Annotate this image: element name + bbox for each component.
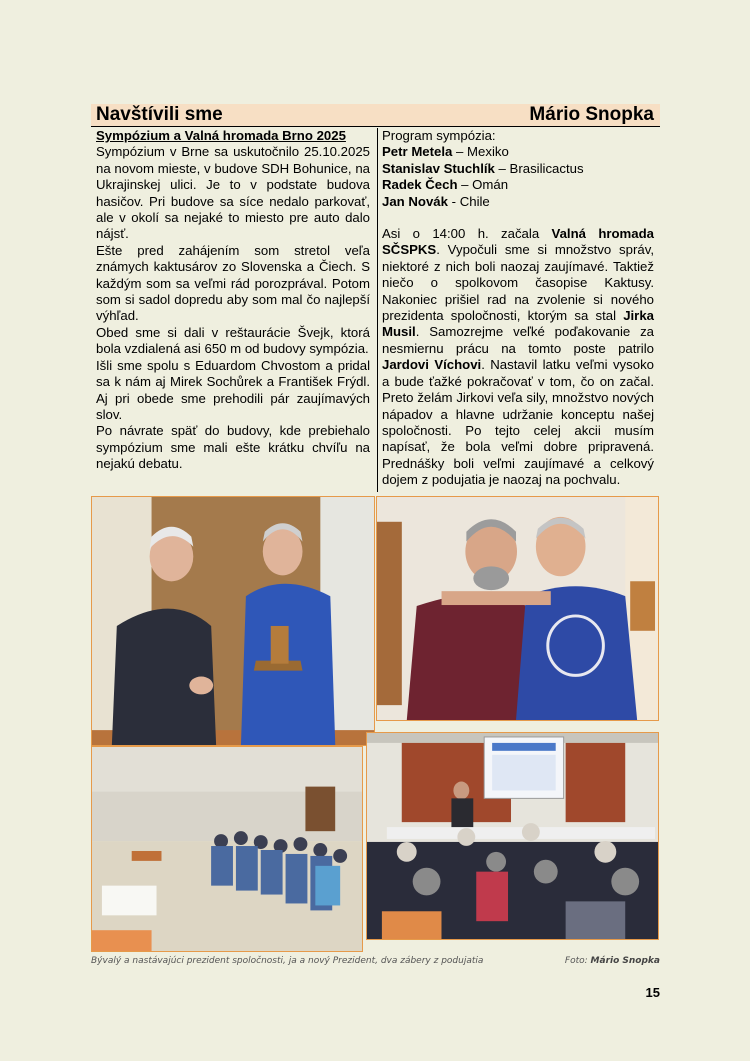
talk-topic: Omán — [472, 177, 509, 193]
separator: – — [452, 144, 468, 160]
photo-lecture — [366, 732, 659, 940]
program-title: Program sympózia: — [382, 128, 496, 143]
section-title: Navštívili sme — [96, 104, 223, 125]
talk-topic: Chile — [459, 193, 490, 209]
paragraph: Po návrate späť do budovy, kde prebiehalo sympózium sme mali ešte krátku chvíľu na nejakú debatu. — [96, 423, 370, 472]
right-column — [382, 128, 654, 489]
section-header — [91, 104, 660, 127]
speaker-name: Jan Novák — [382, 193, 448, 209]
photo-two-men — [376, 496, 659, 721]
column-divider — [377, 128, 378, 492]
speaker-name: Radek Čech — [382, 177, 458, 193]
talk-topic: Mexiko — [467, 144, 509, 160]
left-column — [96, 128, 370, 473]
separator: - — [447, 193, 460, 209]
program-item — [382, 144, 654, 160]
speaker-name: Petr Metela — [382, 144, 453, 160]
program-item — [382, 161, 654, 177]
speaker-name: Stanislav Stuchlík — [382, 160, 495, 176]
photographer-name: Mário Snopka — [590, 956, 660, 966]
photo-credit: Foto: Mário Snopka — [564, 956, 660, 966]
author-name: Mário Snopka — [529, 104, 654, 125]
separator: – — [457, 177, 473, 193]
program-item — [382, 177, 654, 193]
paragraph: Asi o 14:00 h. začala Valná hromada SČSPKS. Vypočuli sme si množstvo správ, niektoré z nich boli naozaj zaujímavé. Taktiež niečo o spolkovom časopise Kaktusy. Nakoniec prišiel rad na zvolenie si nového prezidenta spoločnosti, ktorým sa stal Jirka Musil. Samozrejme veľké poďakovanie za nesmiernu prácu na tomto poste patrilo Jardovi Víchovi. Nastavil latku veľmi vysoko a bude ťažké pokračovať v tom, čo on začal. Preto želám Jirkovi veľa sily, množstvo nových nápadov a hlavne udržanie konceptu našej spoločnosti. Po tejto celej akcii musím napísať, že bola veľmi dobre pripravená. Prednášky boli veľmi zaujímavé a celkový dojem z podujatia je naozaj na pochvalu. — [382, 226, 655, 488]
page-number: 15 — [645, 985, 660, 1000]
talk-topic: Brasilicactus — [509, 160, 584, 176]
photo-audience — [91, 746, 363, 952]
paragraph: Obed sme si dali v reštaurácie Švejk, ktorá bola vzdialená asi 650 m od budovy sympózia. — [96, 324, 370, 357]
separator: – — [494, 160, 510, 176]
program-item — [382, 194, 654, 210]
paragraph: Sympózium v Brne sa uskutočnilo 25.10.2025 na novom mieste, v budove SDH Bohunice, na Ukrajinskej ulici. Je to v podstate budova hasičov. Pri budove sa síce nedalo parkovať, ale v okolí sa nejaké to miesto pre auto dalo nájsť. — [96, 144, 370, 242]
paragraph: Išli sme spolu s Eduardom Chvostom a pridal sa k nám aj Mirek Sochůrek a František Frýdl. Aj pri obede sme prehodili pár zaujímavých slov. — [96, 357, 370, 422]
article-title: Sympózium a Valná hromada Brno 2025 — [96, 128, 346, 143]
paragraph: Ešte pred zahájením som stretol veľa známych kaktusárov zo Slovenska a Čiech. S každým som sa veľmi rád porozprával. Potom som si sadol dopredu aby som mal čo najlepší výhľad. — [96, 242, 370, 324]
photo-caption: Bývalý a nastávajúci prezident spoločnosti, ja a nový Prezident, dva zábery z podujatia — [91, 956, 484, 966]
photo-handshake — [91, 496, 375, 746]
